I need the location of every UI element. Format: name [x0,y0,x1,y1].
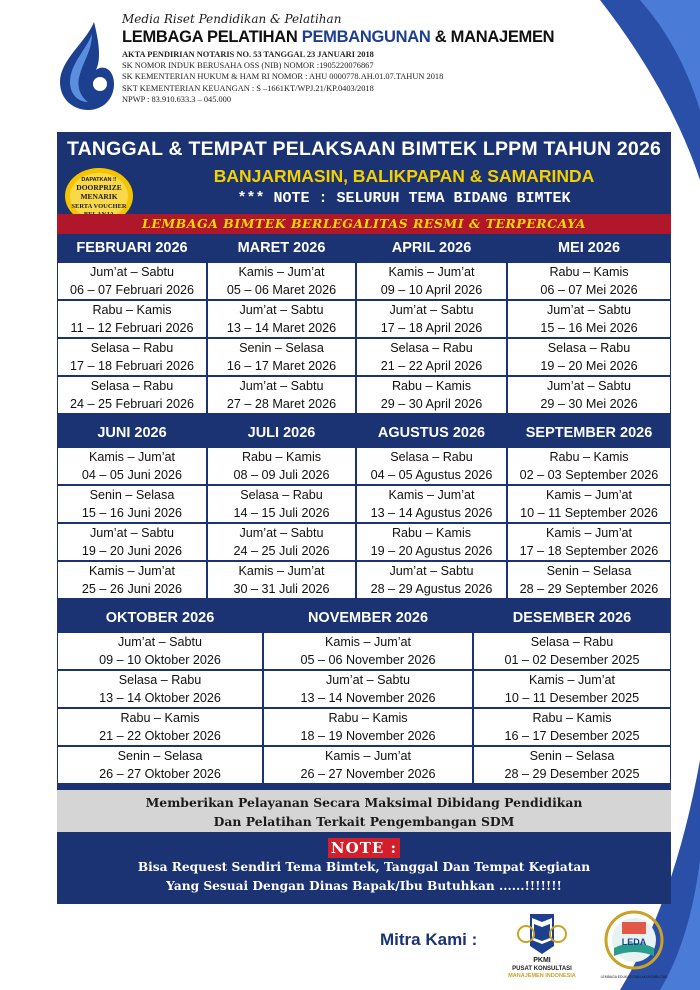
date-cell: Rabu – Kamis 29 – 30 April 2026 [356,376,507,414]
date-cell: Jum’at – Sabtu 28 – 29 Agustus 2026 [356,561,507,599]
month-header: SEPTEMBER 2026 [525,425,653,441]
month-header: DESEMBER 2026 [512,610,632,626]
cities-heading: BANJARMASIN, BALIKPAPAN & SAMARINDA [213,166,595,186]
date-cell: Kamis – Jum’at 25 – 26 Juni 2026 [57,561,207,599]
date-cell: Selasa – Rabu 14 – 15 Juli 2026 [207,485,356,523]
date-cell: Jum’at – Sabtu 27 – 28 Maret 2026 [207,376,356,414]
legal-line: AKTA PENDIRIAN NOTARIS NO. 53 TANGGAL 23 JANUARI 2018 [122,50,374,59]
month-header: APRIL 2026 [391,240,472,256]
month-header: OKTOBER 2026 [105,610,215,626]
date-cell: Selasa – Rabu 04 – 05 Agustus 2026 [356,447,507,485]
date-cell: Kamis – Jum’at 30 – 31 Juli 2026 [207,561,356,599]
date-cell: Kamis – Jum’at 26 – 27 November 2026 [263,746,473,784]
date-cell: Kamis – Jum’at 13 – 14 Agustus 2026 [356,485,507,523]
partner-line: PUSAT KONSULTASI [512,966,572,972]
date-cell: Kamis – Jum’at 09 – 10 April 2026 [356,262,507,300]
legal-banner: LEMBAGA BIMTEK BERLEGALITAS RESMI & TERPERCAYA [57,214,671,234]
request-note: Bisa Request Sendiri Tema Bimtek, Tanggal Dan Tempat Kegiatan Yang Sesuai Dengan Dinas Bapak/Ibu Butuhkan ......!!!!!!! [137,860,591,893]
note-label: NOTE : [328,838,400,858]
date-cell: Senin – Selasa 28 – 29 Desember 2025 [473,746,671,784]
date-cell: Rabu – Kamis 11 – 12 Februari 2026 [57,300,207,338]
date-cell: Jum’at – Sabtu 09 – 10 Oktober 2026 [57,632,263,670]
partner-acronym: LEDA [621,937,647,947]
date-cell: Jum’at – Sabtu 29 – 30 Mei 2026 [507,376,671,414]
month-header: FEBRUARI 2026 [76,240,188,256]
date-cell: Rabu – Kamis 18 – 19 November 2026 [263,708,473,746]
service-statement: Memberikan Pelayanan Secara Maksimal Dibidang Pendidikan Dan Pelatihan Terkait Pengembangan SDM [57,790,671,832]
schedule-block-oct-dec [57,604,671,784]
legal-line: NPWP : 83.910.633.3 – 045.000 [122,94,232,104]
month-header: JUNI 2026 [97,425,167,441]
badge-line: DAPATKAN !! [81,177,117,183]
date-cell: Kamis – Jum’at 05 – 06 Maret 2026 [207,262,356,300]
date-cell: Senin – Selasa 16 – 17 Maret 2026 [207,338,356,376]
date-cell: Selasa – Rabu 17 – 18 Februari 2026 [57,338,207,376]
date-cell: Rabu – Kamis 21 – 22 Oktober 2026 [57,708,263,746]
date-cell: Jum’at – Sabtu 24 – 25 Juli 2026 [207,523,356,561]
date-cell: Rabu – Kamis 06 – 07 Mei 2026 [507,262,671,300]
date-cell: Kamis – Jum’at 04 – 05 Juni 2026 [57,447,207,485]
schedule-block-feb-may [57,234,671,414]
month-header: AGUSTUS 2026 [377,425,486,441]
date-cell: Jum’at – Sabtu 06 – 07 Februari 2026 [57,262,207,300]
badge-line: SERTA VOUCHER [71,203,127,210]
theme-note: *** NOTE : SELURUH TEMA BIDANG BIMTEK [237,190,571,207]
date-cell: Selasa – Rabu 13 – 14 Oktober 2026 [57,670,263,708]
date-cell: Jum’at – Sabtu 15 – 16 Mei 2026 [507,300,671,338]
pkmi-partner-logo-icon [500,910,584,982]
date-cell: Selasa – Rabu 21 – 22 April 2026 [356,338,507,376]
legal-line: SKT KEMENTERIAN KEUANGAN : S –1661KT/WPJ.21/KP.0403/2018 [122,83,374,93]
date-cell: Jum’at – Sabtu 19 – 20 Juni 2026 [57,523,207,561]
partner-caption: LEMBAGA EDUKASI DAN AKUNTABILITAS [600,975,668,979]
letterhead [52,12,555,122]
date-cell: Senin – Selasa 26 – 27 Oktober 2026 [57,746,263,784]
partners-label: Mitra Kami : [380,930,478,949]
organization-name: LEMBAGA PELATIHAN PEMBANGUNAN & MANAJEMEN [122,28,555,46]
legal-line: SK NOMOR INDUK BERUSAHA OSS (NIB) NOMOR :1905220076867 [122,61,374,71]
tagline: Media Riset Pendidikan & Pelatihan [122,12,342,26]
month-header: NOVEMBER 2026 [307,610,429,626]
date-cell: Jum’at – Sabtu 13 – 14 November 2026 [263,670,473,708]
badge-line: DOORPRIZE [76,183,122,192]
water-drop-logo-icon [52,20,120,112]
date-cell: Jum’at – Sabtu 13 – 14 Maret 2026 [207,300,356,338]
month-header: MARET 2026 [237,240,326,256]
date-cell: Selasa – Rabu 19 – 20 Mei 2026 [507,338,671,376]
date-cell: Kamis – Jum’at 10 – 11 Desember 2025 [473,670,671,708]
date-cell: Kamis – Jum’at 05 – 06 November 2026 [263,632,473,670]
date-cell: Rabu – Kamis 19 – 20 Agustus 2026 [356,523,507,561]
partner-line: MANAJEMEN INDONESIA [508,973,576,979]
legal-line: SK KEMENTERIAN HUKUM & HAM RI NOMOR : AHU 0000778.AH.01.07.TAHUN 2018 [122,72,444,82]
date-cell: Jum’at – Sabtu 17 – 18 April 2026 [356,300,507,338]
schedule-block-jun-sep [57,419,671,599]
date-cell: Senin – Selasa 15 – 16 Juni 2026 [57,485,207,523]
date-cell: Selasa – Rabu 24 – 25 Februari 2026 [57,376,207,414]
board-title: TANGGAL & TEMPAT PELAKSAAN BIMTEK LPPM TAHUN 2026 [66,138,662,160]
date-cell: Rabu – Kamis 08 – 09 Juli 2026 [207,447,356,485]
partner-acronym: PKMI [533,957,551,964]
badge-line: MENARIK [80,192,118,201]
date-cell: Kamis – Jum’at 17 – 18 September 2026 [507,523,671,561]
date-cell: Rabu – Kamis 02 – 03 September 2026 [507,447,671,485]
date-cell: Rabu – Kamis 16 – 17 Desember 2025 [473,708,671,746]
date-cell: Kamis – Jum’at 10 – 11 September 2026 [507,485,671,523]
month-header: MEI 2026 [557,240,621,256]
date-cell: Senin – Selasa 28 – 29 September 2026 [507,561,671,599]
month-header: JULI 2026 [247,425,316,441]
schedule-board [57,132,671,904]
leda-partner-logo-icon [600,908,668,982]
date-cell: Selasa – Rabu 01 – 02 Desember 2025 [473,632,671,670]
